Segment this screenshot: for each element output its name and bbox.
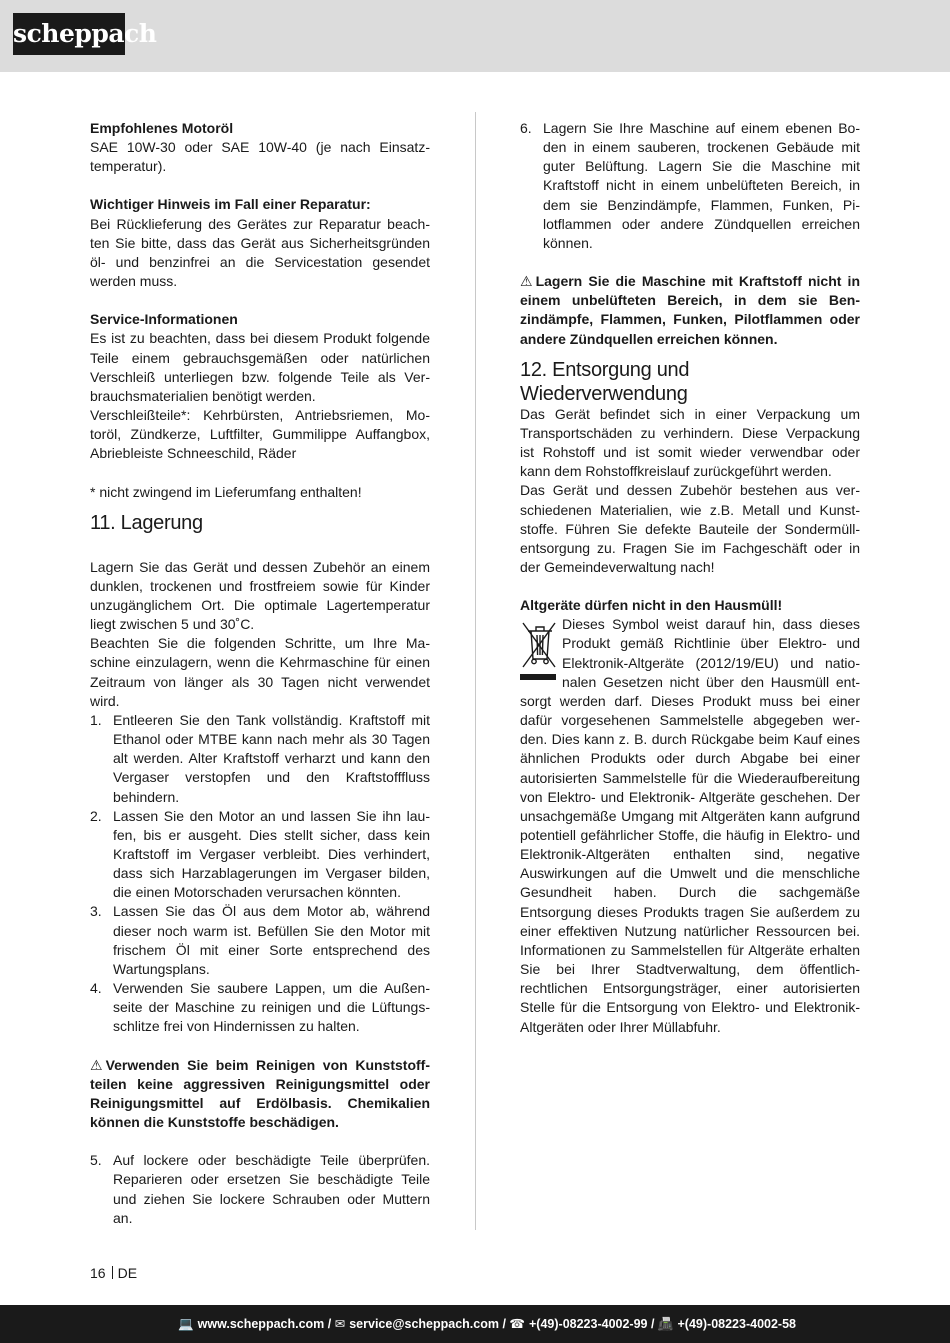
page-number-value: 16 <box>90 1265 106 1281</box>
repair-notice-title: Wichtiger Hinweis im Fall einer Reparatur: <box>90 196 371 213</box>
storage-paragraph-2: Beachten Sie die folgenden Schritte, um Ihre Maschine einzulagern, wenn die Kehrmaschine für einen Zeitraum von länger als 30 Tagen nicht verwendet wird. <box>90 635 430 709</box>
storage-heading: 11. Lagerung <box>90 511 203 534</box>
left-column <box>90 119 430 1228</box>
motor-oil-text: SAE 10W-30 oder SAE 10W-40 (je nach Einsatztemperatur). <box>90 139 430 175</box>
disposal-heading: 12. Entsorgung und Wiederverwendung <box>520 358 690 405</box>
weee-title: Altgeräte dürfen nicht in den Hausmüll! <box>520 597 783 614</box>
list-item: 5. Auf lockere oder beschädigte Teile überprüfen. Reparieren oder ersetzen Sie beschädigte Teile und ziehen Sie lockere Schrauben oder Muttern an. <box>90 1152 430 1226</box>
storage-steps-list-continued <box>90 1151 430 1228</box>
wear-parts-text: Verschleißteile*: Kehrbürsten, Antriebsriemen, Motoröl, Zündkerze, Luftfilter, Gummilippe Auffangbox, Abriebleiste Schneeschild, Räder <box>90 407 430 462</box>
page-footer <box>0 1305 950 1343</box>
storage-steps-list <box>90 711 430 1037</box>
warning-icon: ⚠ <box>520 273 533 290</box>
footer-email[interactable]: service@scheppach.com / <box>349 1317 506 1331</box>
repair-notice-text: Bei Rücklieferung des Gerätes zur Reparatur beachten Sie bitte, dass das Gerät aus Sicherheitsgründen öl- und benzinfrei an die Servicestation gesendet werden muss. <box>90 215 430 290</box>
weee-section <box>520 615 860 1036</box>
footer-fax: +(49)-08223-4002-58 <box>677 1317 796 1331</box>
disposal-paragraph-2: Das Gerät und dessen Zubehör bestehen aus verschiedenen Materialien, wie z.B. Metall und Kunststoffe. Führen Sie defekte Bauteile der Sondermüllentsorgung zu. Fragen Sie im Fachgeschäft oder in der Gemeindeverwaltung nach! <box>520 482 860 575</box>
phone-icon: ☎ <box>509 1317 525 1331</box>
page-number <box>90 1264 137 1283</box>
scheppach-logo: scheppach <box>13 13 125 55</box>
list-item: 6. Lagern Sie Ihre Maschine auf einem ebenen Boden in einem sauberen, trockenen Gebäude mit guter Belüftung. Lagern Sie die Maschine mit Kraftstoff nicht in einem unbelüfteten Bereich, in dem sie Benzindämpfe, Flammen, Funken, Pilotflammen oder andere Zündquellen erreichen können. <box>520 120 860 251</box>
footer-website[interactable]: www.scheppach.com / <box>197 1317 332 1331</box>
mail-icon: ✉ <box>334 1317 346 1331</box>
crossed-out-bin-icon <box>520 619 558 683</box>
service-info-title: Service-Informationen <box>90 311 238 328</box>
right-column <box>520 119 860 1037</box>
list-item: 2. Lassen Sie den Motor an und lassen Sie ihn laufen, bis er ausgeht. Dies stellt sicher, dass kein Kraftstoff im Vergaser verbleibt. Dies verhindert, dass sich Harzablagerungen im Vergaser bilden, die einen Motorschaden verursachen könnten. <box>90 807 430 901</box>
list-item: 4. Verwenden Sie saubere Lappen, um die Außenseite der Maschine zu reinigen und die Lüftungsschlitze frei von Hindernissen zu halten. <box>90 980 430 1035</box>
warning-icon: ⚠ <box>90 1056 103 1073</box>
footer-phone: +(49)-08223-4002-99 / <box>529 1317 655 1331</box>
motor-oil-title: Empfohlenes Motoröl <box>90 120 234 136</box>
storage-paragraph-1: Lagern Sie das Gerät und dessen Zubehör an einem dunklen, trockenen und frostfreiem sowie für Kinder unzugänglichem Ort. Die optimale Lagertemperatur liegt zwischen 5 und 30˚C. <box>90 558 430 633</box>
computer-icon: 💻 <box>178 1317 194 1331</box>
column-divider <box>475 112 476 1230</box>
page-header <box>0 0 950 72</box>
service-info-text: Es ist zu beachten, dass bei diesem Produkt folgende Teile einem gebrauchsgemäßen oder natürlichen Verschleiß unterliegen bzw. folgende Teile als Verbrauchsmaterialien benötigt werden. <box>90 330 430 404</box>
cleaning-warning: ⚠ Verwenden Sie beim Reinigen von Kunststoffteilen keine aggressiven Reinigungsmittel oder Reinigungsmittel auf Erdölbasis. Chemikalien können die Kunststoffe beschädigen. <box>90 1056 430 1131</box>
weee-text: Dieses Symbol weist darauf hin, dass dieses Produkt gemäß Richtlinie über Elektro- und Elektronik-Altgeräte (2012/19/EU) und nationalen Gesetzen nicht über den Hausmüll entsorgt werden darf. Dieses Produkt muss bei einer dafür vorgesehenen Sammelstelle abgegeben werden. Dies kann z. B. durch Rückgabe beim Kauf eines ähnlichen Produkts oder durch Abgabe bei einer autorisierten Sammelstelle für die Wiederaufbereitung von Elektro- und Elektronik- Altgeräte geschehen. Der unsachgemäße Umgang mit Altgeräten kann aufgrund potentiell gefährlicher Stoffe, die häufig in Elektro- und Elektronik-Altgeräten enthalten sind, negative Auswirkungen auf die Umwelt und die menschliche Gesundheit haben. Durch die sachgemäße Entsorgung dieses Produkts tragen Sie außerdem zu einer effektiven Nutzung natürlicher Ressourcen bei. Informationen zu Sammelstellen für Altgeräte erhalten Sie bei Ihrer Stadtverwaltung, dem öffentlich-rechtlichen Entsorgungsträger, einer autorisierten Stelle für die Entsorgung von Elektro- und Elektronik-Altgeräten oder Ihrer Müllabfuhr. <box>520 616 860 1035</box>
fuel-storage-warning: ⚠ Lagern Sie die Maschine mit Kraftstoff nicht in einem unbelüfteten Bereich, in dem sie Benzindämpfe, Flammen, Funken, Pilotflammen oder andere Zündquellen erreichen können. <box>520 273 860 347</box>
disposal-paragraph-1: Das Gerät befindet sich in einer Verpackung um Transportschäden zu verhindern. Diese Verpackung ist Rohstoff und ist somit wieder verwendbar oder kann dem Rohstoffkreislauf zurückgeführt werden. <box>520 405 860 480</box>
footnote: * nicht zwingend im Lieferumfang enthalten! <box>90 483 362 500</box>
list-item: 1. Entleeren Sie den Tank vollständig. Kraftstoff mit Ethanol oder MTBE kann nach mehr als 30 Tagen alt werden. Alter Kraftstoff verharzt und kann den Vergaser verstopfen und den Kraftstofffluss behindern. <box>90 711 430 805</box>
page-language: DE <box>117 1265 138 1281</box>
fax-icon: 📠 <box>657 1317 674 1331</box>
storage-steps-list-right <box>520 119 860 253</box>
list-item: 3. Lassen Sie das Öl aus dem Motor ab, während dieser noch warm ist. Befüllen Sie den Motor mit frischem Öl mit einer Sorte entsprechend des Wartungsplans. <box>90 903 430 977</box>
